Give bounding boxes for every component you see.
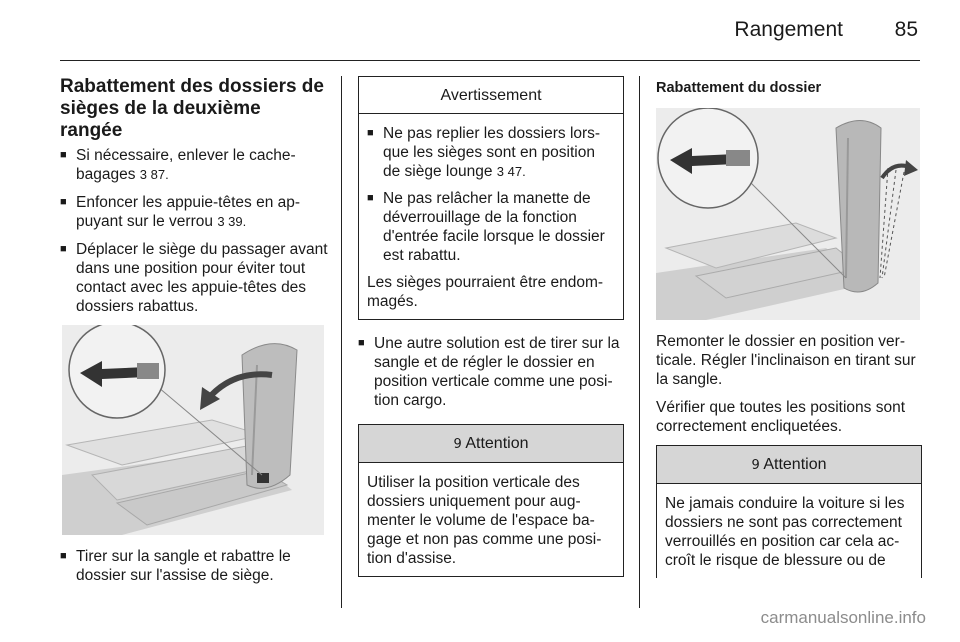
list-item: ■ Déplacer le siège du passager avant dans une position pour éviter tout contact avec les appuie-têtes des dossiers rabattus. bbox=[60, 240, 328, 316]
warning-triangle-icon: 9 bbox=[453, 437, 462, 452]
column-1 bbox=[60, 76, 328, 594]
warning-list bbox=[367, 124, 615, 265]
column-divider bbox=[341, 76, 342, 608]
page-number: 85 bbox=[894, 18, 918, 41]
section-heading: Rabattement des dossiers de sièges de la deuxième rangée bbox=[60, 76, 324, 141]
seat-raise-illustration bbox=[656, 108, 920, 320]
warning-box bbox=[358, 76, 624, 320]
column-divider bbox=[639, 76, 640, 608]
steps-list bbox=[60, 146, 328, 316]
list-item: ■ Ne pas replier les dossiers lors-que les sièges sont en position de siège lounge 3 47. bbox=[367, 124, 615, 181]
list-item: ■ Si nécessaire, enlever le cache-bagages 3 87. bbox=[60, 146, 328, 184]
page-header bbox=[0, 0, 960, 62]
warning-title: Avertissement bbox=[359, 77, 623, 114]
seat-fold-illustration bbox=[62, 325, 324, 535]
page-reference: 3 39. bbox=[217, 214, 247, 229]
chapter-title: Rangement bbox=[734, 18, 843, 41]
column-2 bbox=[358, 76, 624, 577]
steps-list-2 bbox=[60, 547, 328, 585]
attention-title: Attention bbox=[465, 435, 529, 452]
list-item: ■ Une autre solution est de tirer sur la sangle et de régler le dossier en position verticale comme une posi-tion cargo. bbox=[358, 334, 624, 410]
attention-title: Attention bbox=[763, 456, 827, 473]
page-reference: 3 47. bbox=[496, 164, 526, 179]
column-3 bbox=[656, 76, 922, 578]
paragraph: Vérifier que toutes les positions sont correctement encliquetées. bbox=[656, 399, 905, 435]
attention-box bbox=[656, 445, 922, 578]
paragraph: Remonter le dossier en position ver-ticale. Régler l'inclinaison en tirant sur la sangle. bbox=[656, 333, 916, 388]
watermark: carmanualsonline.info bbox=[760, 608, 926, 627]
list-item: ■ Enfoncer les appuie-têtes en ap-puyant sur le verrou 3 39. bbox=[60, 193, 328, 231]
attention-box bbox=[358, 424, 624, 577]
attention-text: Ne jamais conduire la voiture si les dossiers ne sont pas correctement verrouillés en position car cela ac-croît le risque de blessure ou de bbox=[665, 495, 905, 569]
header-rule bbox=[60, 60, 920, 61]
warning-triangle-icon: 9 bbox=[751, 458, 760, 473]
steps-list bbox=[358, 334, 624, 410]
attention-header bbox=[359, 425, 623, 463]
attention-text: Utiliser la position verticale des dossiers uniquement pour aug-menter le volume de l'espace ba-gage et non pas comme une posi-tion d'assise. bbox=[367, 474, 602, 567]
warning-note: Les sièges pourraient être endom-magés. bbox=[367, 274, 604, 310]
page-reference: 3 87. bbox=[139, 167, 169, 182]
list-item: ■ Ne pas relâcher la manette de déverrouillage de la fonction d'entrée facile lorsque le dossier est rabattu. bbox=[367, 189, 615, 265]
attention-header bbox=[657, 446, 921, 484]
subheading: Rabattement du dossier bbox=[656, 80, 822, 96]
list-item: ■ Tirer sur la sangle et rabattre le dossier sur l'assise de siège. bbox=[60, 547, 328, 585]
